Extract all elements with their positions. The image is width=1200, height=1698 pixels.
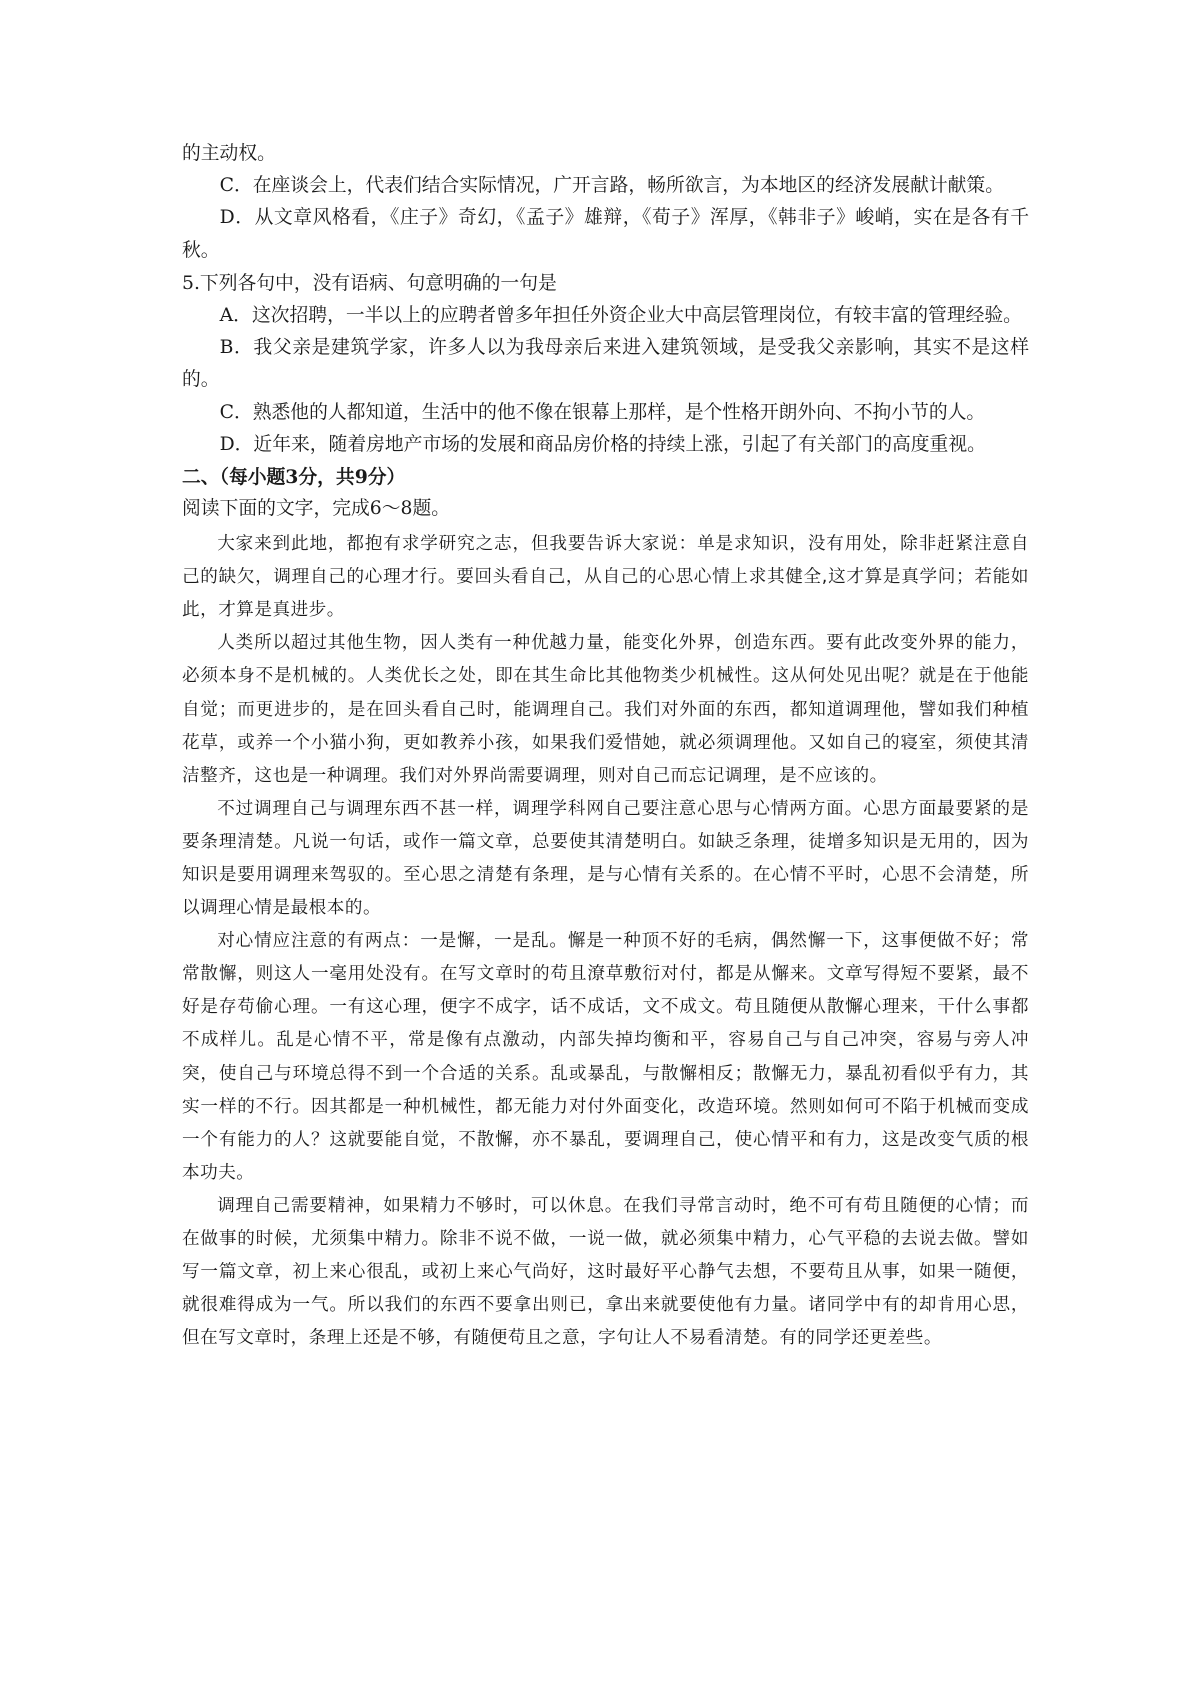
q5-option-c: C．熟悉他的人都知道，生活中的他不像在银幕上那样，是个性格开朗外向、不拘小节的人。: [219, 401, 986, 423]
reading-instruction: 阅读下面的文字，完成6～8题。: [182, 498, 451, 520]
question-5-stem: 5.下列各句中，没有语病、句意明确的一句是: [182, 272, 557, 294]
passage-paragraph-4: 对心情应注意的有两点：一是懈，一是乱。懈是一种顶不好的毛病，偶然懈一下，这事便做不好；常常散懈，则这人一毫用处没有。在写文章时的苟且潦草敷衍对付，都是从懈来。文章写得短不要紧，最不好是存苟偷心理。一有这心理，便字不成字，话不成话，文不成文。苟且随便从散懈心理来，干什么事都不成样儿。乱是心情不平，常是像有点激动，内部失掉均衡和平，容易自己与自己冲突，容易与旁人冲突，使自己与环境总得不到一个合适的关系。乱或暴乱，与散懈相反；散懈无力，暴乱初看似乎有力，其实一样的不行。因其都是一种机械性，都无能力对付外面变化，改造环境。然则如何可不陷于机械而变成一个有能力的人？这就要能自觉，不散懈，亦不暴乱，要调理自己，使心情平和有力，这是改变气质的根本功夫。: [182, 931, 1029, 1183]
passage-paragraph-3: 不过调理自己与调理东西不甚一样，调理学科网自己要注意心思与心情两方面。心思方面最要紧的是要条理清楚。凡说一句话，或作一篇文章，总要使其清楚明白。如缺乏条理，徒增多知识是无用的，因为知识是要用调理来驾驭的。至心思之清楚有条理，是与心情有关系的。在心情不平时，心思不会清楚，所以调理心情是最根本的。: [182, 798, 1029, 919]
passage-paragraph-1: 大家来到此地，都抱有求学研究之志，但我要告诉大家说：单是求知识，没有用处，除非赶紧注意自己的缺欠，调理自己的心理才行。要回头看自己，从自己的心思心情上求其健全,这才算是真学问；若能如此，才算是真进步。: [182, 534, 1029, 621]
q5-option-a: A．这次招聘，一半以上的应聘者曾多年担任外资企业大中高层管理岗位，有较丰富的管理经验。: [219, 305, 1022, 327]
reading-passage: [182, 528, 1029, 1355]
passage-paragraph-5: 调理自己需要精神，如果精力不够时，可以休息。在我们寻常言动时，绝不可有苟且随便的心情；而在做事的时候，尤须集中精力。除非不说不做，一说一做，就必须集中精力，心气平稳的去说去做。譬如写一篇文章，初上来心很乱，或初上来心气尚好，这时最好平心静气去想，不要苟且从事，如果一随便，就很难得成为一气。所以我们的东西不要拿出则已，拿出来就要使他有力量。诸同学中有的却肯用心思，但在写文章时，条理上还是不够，有随便苟且之意，字句让人不易看清楚。有的同学还更差些。: [182, 1195, 1029, 1349]
passage-paragraph-2: 人类所以超过其他生物，因人类有一种优越力量，能变化外界，创造东西。要有此改变外界的能力，必须本身不是机械的。人类优长之处，即在其生命比其他物类少机械性。这从何处见出呢？就是在于他能自觉；而更进步的，是在回头看自己时，能调理自己。我们对外面的东西，都知道调理他，譬如我们种植花草，或养一个小猫小狗，更如教养小孩，如果我们爱惜她，就必须调理他。又如自己的寝室，须使其清洁整齐，这也是一种调理。我们对外界尚需要调理，则对自己而忘记调理，是不应该的。: [182, 633, 1029, 786]
q4-option-d: D．从文章风格看，《庄子》奇幻，《孟子》雄辩，《荀子》浑厚，《韩非子》峻峭，实在是各有千秋。: [182, 207, 1029, 261]
section-heading: 二、（每小题3分，共9分）: [182, 466, 406, 489]
question-options-block: [182, 138, 1029, 461]
q5-option-b: B．我父亲是建筑学家，许多人以为我母亲后来进入建筑领域，是受我父亲影响，其实不是这样的。: [182, 337, 1029, 391]
continuation-text: 的主动权。: [182, 143, 276, 164]
q5-option-d: D．近年来，随着房地产市场的发展和商品房价格的持续上涨，引起了有关部门的高度重视。: [219, 433, 986, 455]
q4-option-c: C．在座谈会上，代表们结合实际情况，广开言路，畅所欲言，为本地区的经济发展献计献策。: [219, 175, 1004, 197]
exam-page: [182, 138, 1029, 1355]
